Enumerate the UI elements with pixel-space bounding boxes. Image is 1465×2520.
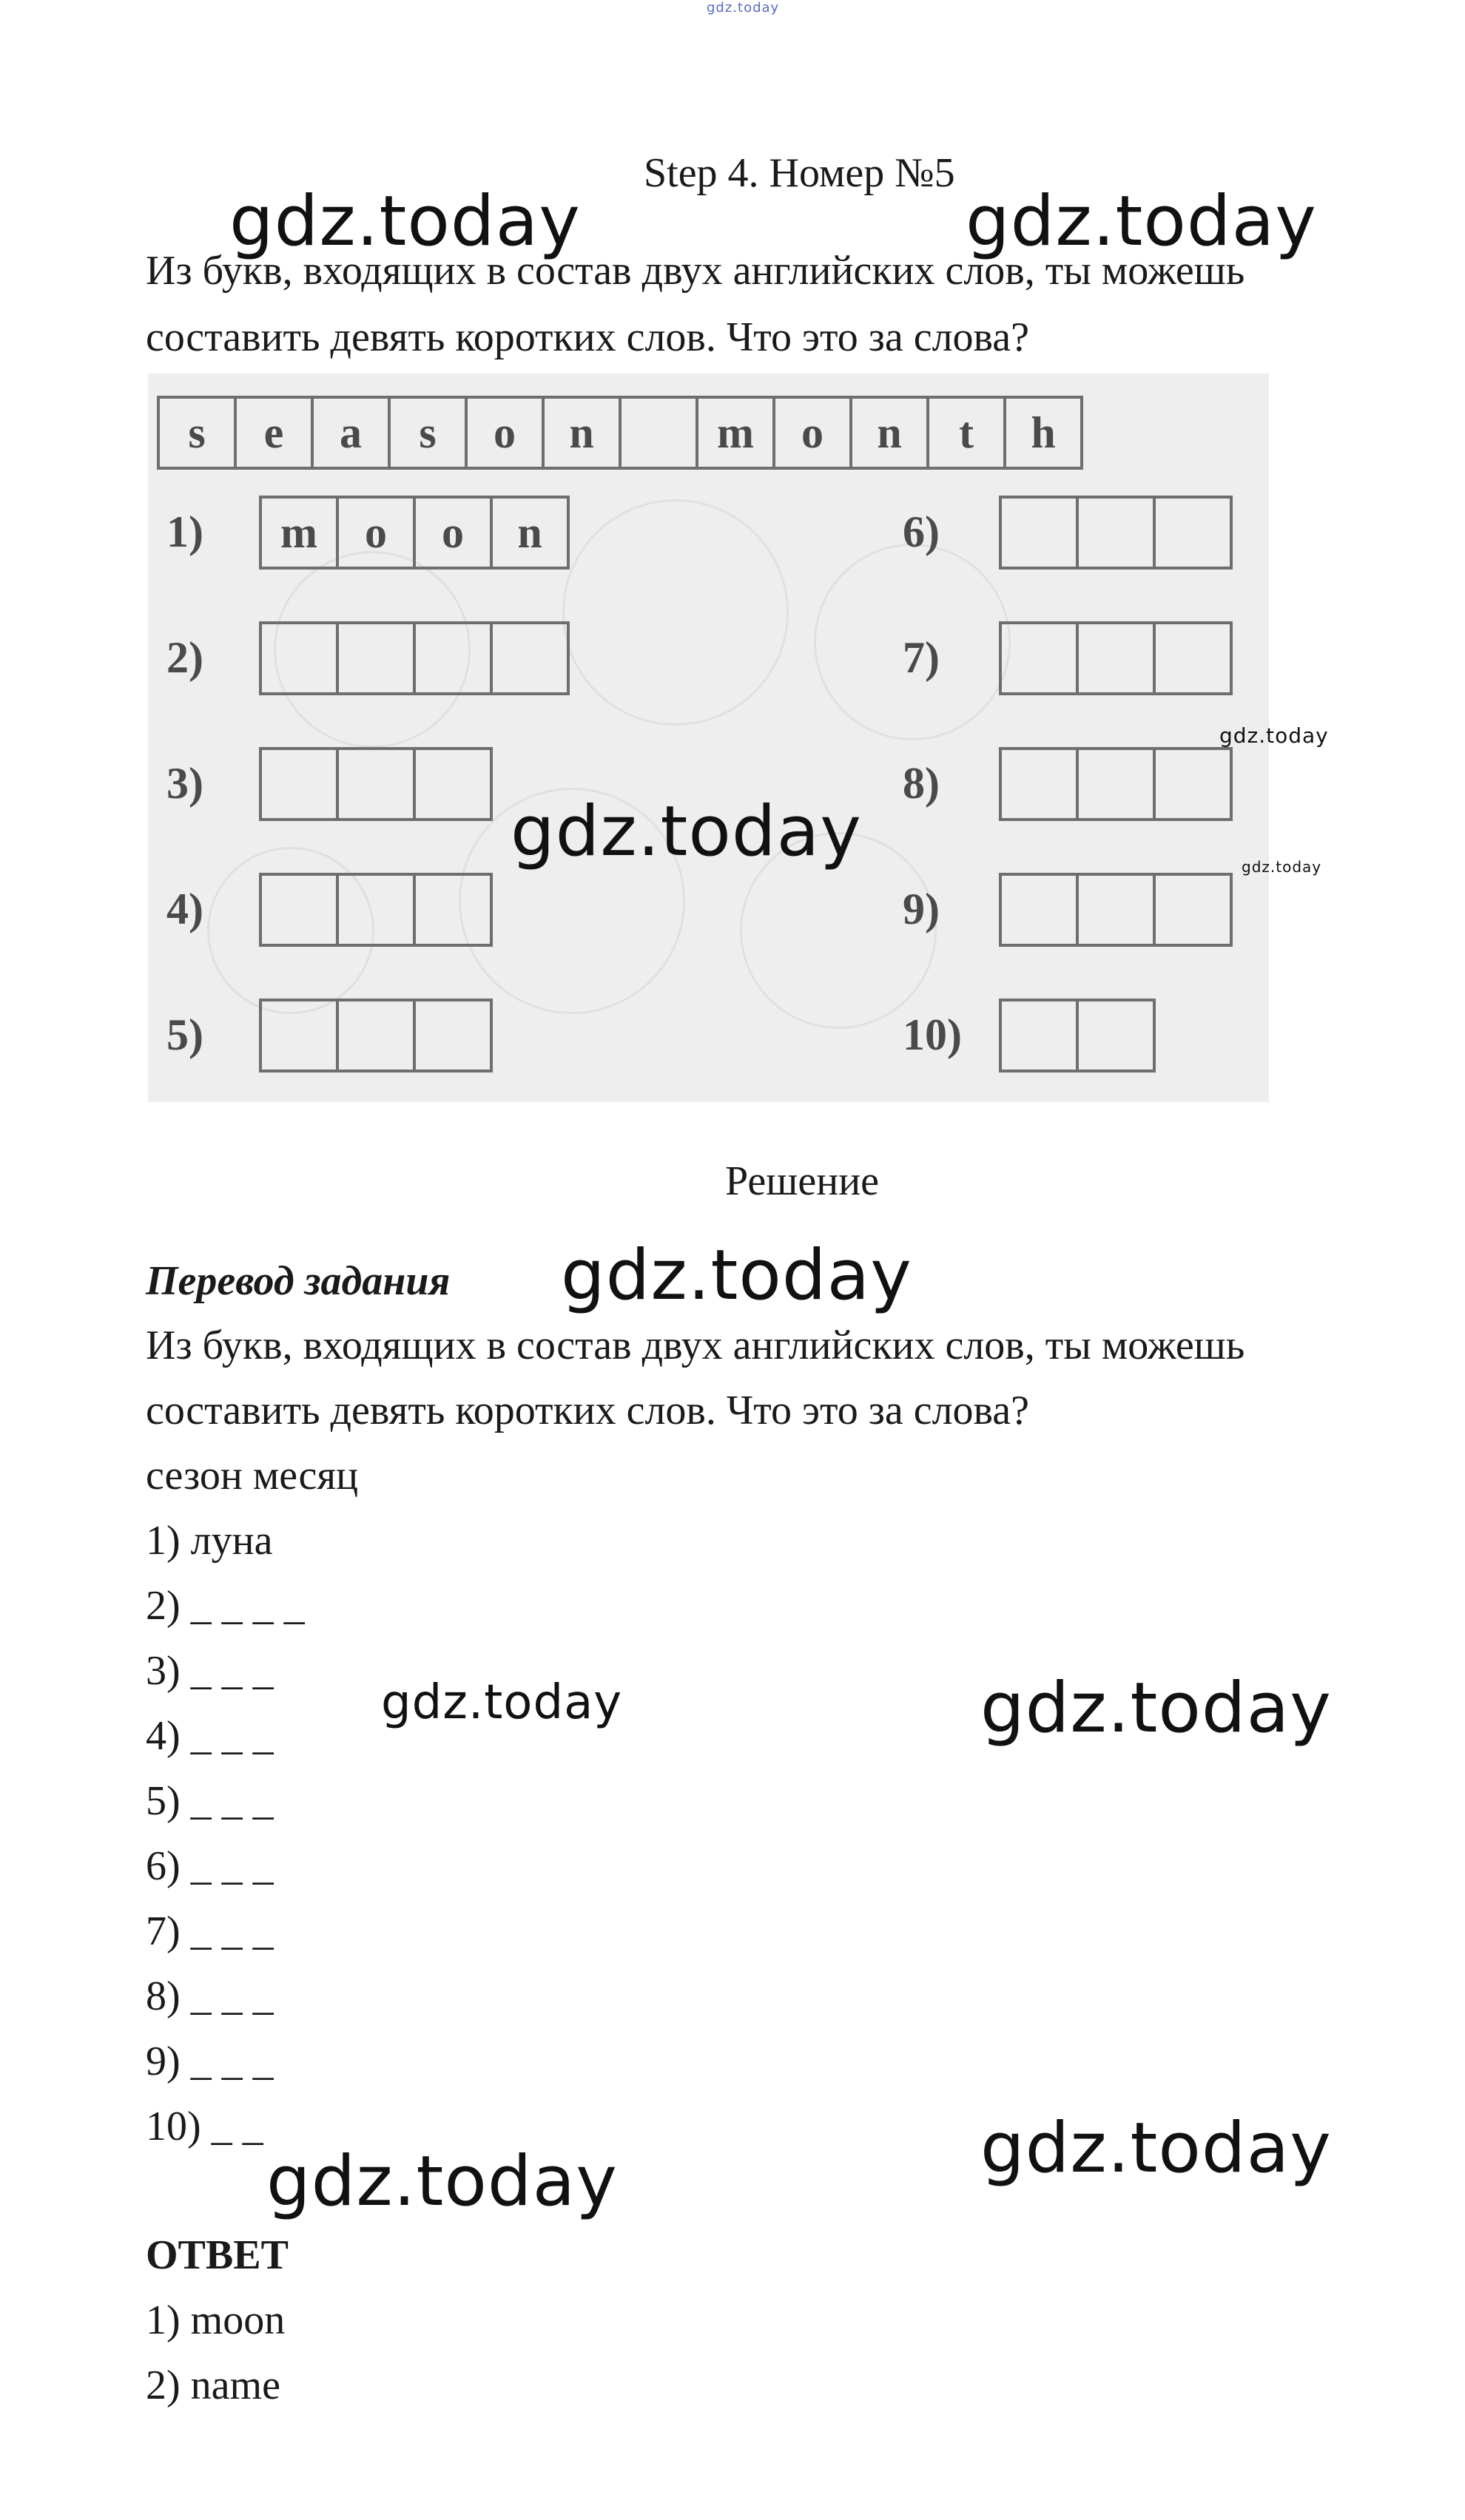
answer-letter-box [1076, 621, 1156, 695]
watermark: gdz.today [511, 791, 862, 872]
answer-box-grid [999, 873, 1233, 947]
watermark: gdz.today [1242, 858, 1322, 876]
translation-line-2: составить девять коротких слов. Что это за слова? [146, 1388, 1029, 1433]
watermark: gdz.today [229, 181, 581, 262]
watermark: gdz.today [1219, 723, 1329, 748]
item-label: 9) [903, 885, 940, 933]
exercise-image [148, 374, 1269, 1102]
answer-box-grid [259, 747, 493, 821]
answer-letter-box [413, 873, 493, 947]
source-letter-cell: n [542, 396, 622, 470]
solution-list-item: 9) _ _ _ [146, 2038, 274, 2084]
answer-letter-box [259, 621, 339, 695]
item-label: 3) [166, 759, 203, 808]
solution-list-item: 7) _ _ _ [146, 1908, 274, 1954]
answer-letter-box [490, 621, 570, 695]
item-label: 8) [903, 759, 940, 808]
answer-letter-box: m [259, 496, 339, 570]
answer-letter-box [1076, 747, 1156, 821]
solution-list-item: 4) _ _ _ [146, 1713, 274, 1759]
solution-list-item: 10) _ _ [146, 2104, 263, 2149]
solution-list-item: 2) _ _ _ _ [146, 1583, 305, 1629]
answer-letter-box [413, 747, 493, 821]
answer-box-grid [259, 873, 493, 947]
answer-letter-box [336, 873, 416, 947]
solution-list-item: 5) _ _ _ [146, 1778, 274, 1824]
answer-letter-box [1153, 496, 1233, 570]
answer-letter-box [999, 496, 1079, 570]
answer-letter-box [1153, 621, 1233, 695]
source-letter-cell: s [157, 396, 237, 470]
watermark: gdz.today [561, 1235, 912, 1316]
answer-letter-box [336, 747, 416, 821]
answer-letter-box [259, 999, 339, 1072]
source-letter-cell: m [696, 396, 775, 470]
source-letter-cell: t [926, 396, 1006, 470]
source-empty-cell [619, 396, 698, 470]
page-title: Step 4. Номер №5 [644, 150, 955, 196]
source-letter-cell: h [1003, 396, 1083, 470]
answer-letter-box [413, 621, 493, 695]
source-letter-cell: o [772, 396, 852, 470]
answer-letter-box: o [336, 496, 416, 570]
answer-letter-box [259, 747, 339, 821]
source-letter-grid [157, 396, 1083, 470]
item-label: 10) [903, 1010, 962, 1059]
answer-letter-box [1153, 873, 1233, 947]
answer-letter-box [999, 873, 1079, 947]
answer-letter-box [1076, 496, 1156, 570]
solution-list-item: 8) _ _ _ [146, 1973, 274, 2019]
watermark: gdz.today [980, 1668, 1332, 1749]
words-translation: сезон месяц [146, 1453, 359, 1499]
watermark: gdz.today [980, 2108, 1332, 2189]
answer-letter-box [999, 999, 1079, 1072]
answer-letter-box [259, 873, 339, 947]
watermark-top: gdz.today [707, 0, 780, 16]
answer-box-grid [999, 496, 1233, 570]
source-letter-cell: a [311, 396, 391, 470]
watermark: gdz.today [381, 1675, 623, 1730]
answer-letter-box [999, 621, 1079, 695]
source-letter-cell: s [388, 396, 468, 470]
answer-box-grid [999, 999, 1156, 1072]
answer-letter-box [1153, 747, 1233, 821]
source-letter-cell: o [465, 396, 545, 470]
answer-item: 1) moon [146, 2297, 286, 2343]
answer-title: ОТВЕТ [146, 2232, 289, 2278]
answer-letter-box [999, 747, 1079, 821]
answer-box-grid [999, 621, 1233, 695]
solution-heading: Решение [725, 1158, 880, 1204]
solution-list-item: 6) _ _ _ [146, 1843, 274, 1889]
answer-letter-box: o [413, 496, 493, 570]
answer-item: 2) name [146, 2362, 280, 2408]
answer-letter-box: n [490, 496, 570, 570]
solution-list-item: 1) луна [146, 1518, 273, 1564]
answer-letter-box [336, 999, 416, 1072]
task-line-2: составить девять коротких слов. Что это за слова? [146, 314, 1029, 360]
background-circle [562, 499, 789, 726]
answer-box-grid [259, 999, 493, 1072]
watermark: gdz.today [266, 2141, 618, 2222]
translation-line-1: Из букв, входящих в состав двух английских слов, ты можешь [146, 1323, 1245, 1368]
item-label: 7) [903, 633, 940, 682]
answer-letter-box [1076, 999, 1156, 1072]
source-letter-cell: e [234, 396, 314, 470]
item-label: 1) [166, 507, 203, 556]
item-label: 2) [166, 633, 203, 682]
answer-box-grid [259, 621, 570, 695]
answer-letter-box [413, 999, 493, 1072]
answer-letter-box [1076, 873, 1156, 947]
answer-box-grid [999, 747, 1233, 821]
solution-list-item: 3) _ _ _ [146, 1648, 274, 1694]
item-label: 5) [166, 1010, 203, 1059]
watermark: gdz.today [966, 181, 1317, 262]
answer-box-grid [259, 496, 570, 570]
translation-title: Перевод задания [146, 1258, 451, 1304]
item-label: 6) [903, 507, 940, 556]
task-line-1: Из букв, входящих в состав двух английских слов, ты можешь [146, 248, 1245, 294]
item-label: 4) [166, 885, 203, 933]
answer-letter-box [336, 621, 416, 695]
source-letter-cell: n [849, 396, 929, 470]
